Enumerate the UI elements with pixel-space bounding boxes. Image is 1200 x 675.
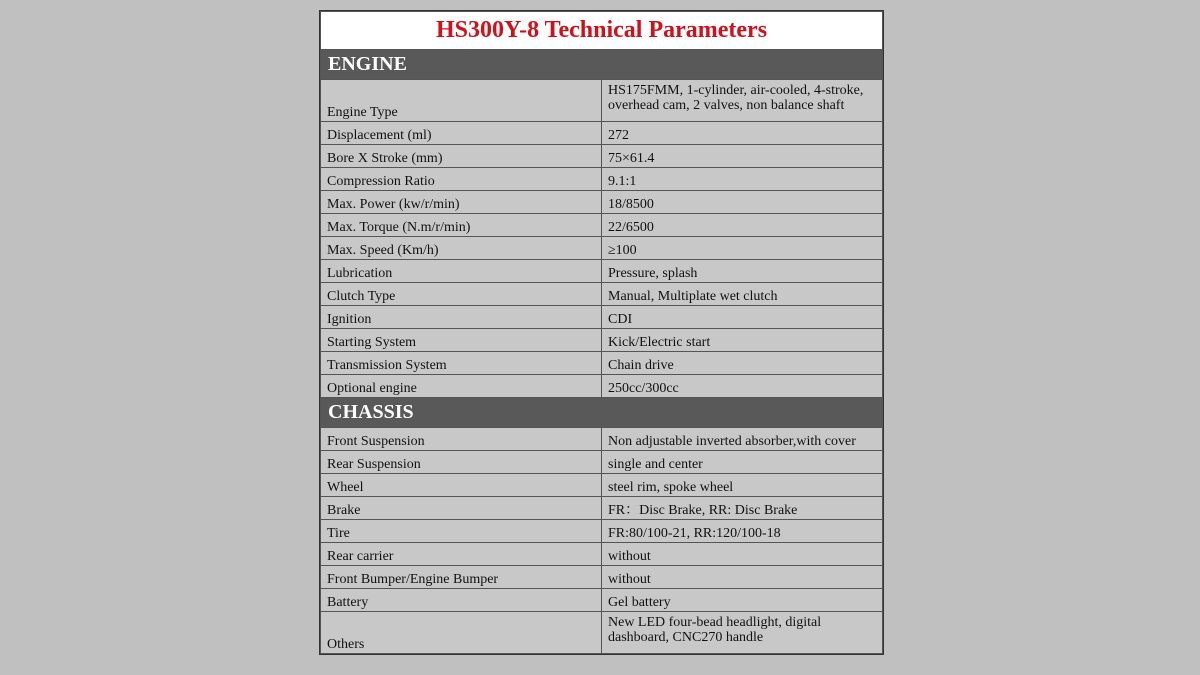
row-value: 250cc/300cc <box>602 375 883 398</box>
table-row <box>321 260 883 283</box>
row-value: Non adjustable inverted absorber,with cover <box>602 428 883 451</box>
section-header-chassis <box>321 398 883 428</box>
row-value: Gel battery <box>602 589 883 612</box>
table-row <box>321 589 883 612</box>
row-label: Displacement (ml) <box>321 122 602 145</box>
row-value: FR:80/100-21, RR:120/100-18 <box>602 520 883 543</box>
row-value: steel rim, spoke wheel <box>602 474 883 497</box>
table-row <box>321 375 883 398</box>
spec-sheet <box>319 10 884 655</box>
row-label: Engine Type <box>321 80 602 122</box>
table-row <box>321 543 883 566</box>
row-value: 18/8500 <box>602 191 883 214</box>
row-label: Starting System <box>321 329 602 352</box>
table-row <box>321 191 883 214</box>
row-label: Compression Ratio <box>321 168 602 191</box>
table-row <box>321 566 883 589</box>
table-row <box>321 168 883 191</box>
row-label: Max. Speed (Km/h) <box>321 237 602 260</box>
table-row <box>321 451 883 474</box>
row-label: Transmission System <box>321 352 602 375</box>
row-value: New LED four-bead headlight, digital dashboard, CNC270 handle <box>602 612 883 654</box>
row-value: CDI <box>602 306 883 329</box>
row-value: 9.1:1 <box>602 168 883 191</box>
spec-table <box>320 11 883 654</box>
table-row <box>321 474 883 497</box>
table-row <box>321 283 883 306</box>
row-label: Bore X Stroke (mm) <box>321 145 602 168</box>
row-label: Lubrication <box>321 260 602 283</box>
title-row <box>321 12 883 50</box>
section-title: ENGINE <box>321 50 883 80</box>
row-label: Rear carrier <box>321 543 602 566</box>
row-label: Max. Power (kw/r/min) <box>321 191 602 214</box>
table-row <box>321 214 883 237</box>
row-label: Front Suspension <box>321 428 602 451</box>
row-value: 22/6500 <box>602 214 883 237</box>
row-value: FR：Disc Brake, RR: Disc Brake <box>602 497 883 520</box>
row-value: Pressure, splash <box>602 260 883 283</box>
page-title: HS300Y-8 Technical Parameters <box>321 12 883 50</box>
table-row <box>321 612 883 654</box>
row-value: Kick/Electric start <box>602 329 883 352</box>
row-label: Front Bumper/Engine Bumper <box>321 566 602 589</box>
table-row <box>321 306 883 329</box>
row-label: Battery <box>321 589 602 612</box>
table-row <box>321 520 883 543</box>
section-title: CHASSIS <box>321 398 883 428</box>
table-row <box>321 80 883 122</box>
table-row <box>321 428 883 451</box>
row-value: without <box>602 543 883 566</box>
table-row <box>321 145 883 168</box>
row-label: Rear Suspension <box>321 451 602 474</box>
row-label: Wheel <box>321 474 602 497</box>
table-row <box>321 237 883 260</box>
row-label: Ignition <box>321 306 602 329</box>
table-row <box>321 122 883 145</box>
row-value: Chain drive <box>602 352 883 375</box>
row-label: Brake <box>321 497 602 520</box>
table-row <box>321 329 883 352</box>
row-value: ≥100 <box>602 237 883 260</box>
row-label: Others <box>321 612 602 654</box>
row-value: 75×61.4 <box>602 145 883 168</box>
row-label: Tire <box>321 520 602 543</box>
row-value: Manual, Multiplate wet clutch <box>602 283 883 306</box>
row-value: HS175FMM, 1-cylinder, air-cooled, 4-stroke, overhead cam, 2 valves, non balance shaft <box>602 80 883 122</box>
row-label: Clutch Type <box>321 283 602 306</box>
table-row <box>321 497 883 520</box>
row-value: without <box>602 566 883 589</box>
row-label: Optional engine <box>321 375 602 398</box>
row-value: 272 <box>602 122 883 145</box>
row-label: Max. Torque (N.m/r/min) <box>321 214 602 237</box>
table-row <box>321 352 883 375</box>
section-header-engine <box>321 50 883 80</box>
row-value: single and center <box>602 451 883 474</box>
